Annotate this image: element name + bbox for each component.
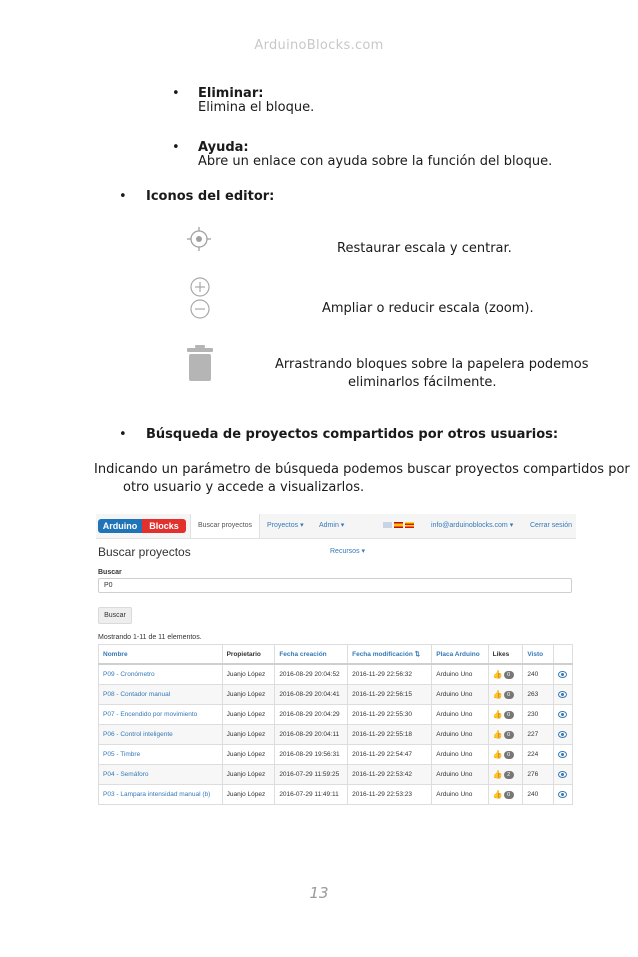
bullet: • bbox=[119, 427, 127, 442]
created-cell: 2016-08-29 20:04:29 bbox=[275, 705, 348, 725]
thumbs-up-icon[interactable]: 👍 bbox=[492, 769, 503, 779]
view-cell[interactable] bbox=[554, 725, 573, 745]
nav-logout[interactable]: Cerrar sesión bbox=[530, 522, 573, 529]
table-row bbox=[99, 765, 573, 785]
board-cell: Arduino Uno bbox=[432, 765, 488, 785]
nav-proyectos[interactable]: Proyectos ▾ bbox=[267, 522, 304, 529]
nav-buscar-proyectos[interactable]: Buscar proyectos bbox=[190, 514, 260, 538]
results-summary: Mostrando 1-11 de 11 elementos. bbox=[98, 634, 202, 641]
likes-cell bbox=[488, 725, 523, 745]
editor-icons-title: Iconos del editor: bbox=[146, 189, 275, 204]
search-input[interactable]: P0 bbox=[98, 578, 572, 593]
modified-cell: 2016-11-29 22:55:18 bbox=[348, 725, 432, 745]
navbar bbox=[96, 514, 576, 539]
project-name-link[interactable]: P05 - Timbre bbox=[99, 745, 223, 765]
board-cell: Arduino Uno bbox=[432, 705, 488, 725]
project-name-link[interactable]: P07 - Encendido por movimiento bbox=[99, 705, 223, 725]
modified-cell: 2016-11-29 22:56:15 bbox=[348, 685, 432, 705]
search-para-line1: Indicando un parámetro de búsqueda podemos buscar proyectos compartidos por bbox=[94, 462, 630, 477]
item-desc-ayuda: Abre un enlace con ayuda sobre la función del bloque. bbox=[198, 154, 553, 169]
col-nombre[interactable]: Nombre bbox=[99, 645, 223, 665]
views-cell: 263 bbox=[523, 685, 554, 705]
created-cell: 2016-08-29 20:04:52 bbox=[275, 664, 348, 685]
col-likes: Likes bbox=[488, 645, 523, 665]
search-para-line2: otro usuario y accede a visualizarlos. bbox=[123, 480, 365, 495]
view-cell[interactable] bbox=[554, 785, 573, 805]
eye-icon[interactable] bbox=[558, 731, 567, 738]
board-cell: Arduino Uno bbox=[432, 745, 488, 765]
created-cell: 2016-08-29 19:56:31 bbox=[275, 745, 348, 765]
eye-icon[interactable] bbox=[558, 771, 567, 778]
board-cell: Arduino Uno bbox=[432, 725, 488, 745]
views-cell: 240 bbox=[523, 664, 554, 685]
owner-cell: Juanjo López bbox=[222, 705, 275, 725]
thumbs-up-icon[interactable]: 👍 bbox=[492, 729, 503, 739]
col-placa[interactable]: Placa Arduino bbox=[432, 645, 488, 665]
search-section-title: Búsqueda de proyectos compartidos por otros usuarios: bbox=[146, 427, 559, 442]
table-row bbox=[99, 664, 573, 685]
views-cell: 227 bbox=[523, 725, 554, 745]
table-row bbox=[99, 745, 573, 765]
view-cell[interactable] bbox=[554, 685, 573, 705]
trash-desc-line2: eliminarlos fácilmente. bbox=[348, 375, 497, 390]
modified-cell: 2016-11-29 22:53:23 bbox=[348, 785, 432, 805]
eye-icon[interactable] bbox=[558, 711, 567, 718]
view-cell[interactable] bbox=[554, 765, 573, 785]
created-cell: 2016-08-29 20:04:11 bbox=[275, 725, 348, 745]
likes-cell bbox=[488, 785, 523, 805]
likes-cell bbox=[488, 685, 523, 705]
col-fecha-modificacion[interactable]: Fecha modificación ⇅ bbox=[348, 645, 432, 665]
eye-icon[interactable] bbox=[558, 671, 567, 678]
arduinoblocks-logo: Arduino Blocks bbox=[98, 519, 186, 533]
table-row bbox=[99, 725, 573, 745]
nav-admin[interactable]: Admin ▾ bbox=[319, 522, 345, 529]
flag-ca-icon[interactable] bbox=[405, 522, 414, 528]
center-target-icon bbox=[186, 226, 212, 252]
thumbs-up-icon[interactable]: 👍 bbox=[492, 709, 503, 719]
likes-badge: 0 bbox=[504, 671, 514, 679]
nav-user-email[interactable]: info@arduinoblocks.com ▾ bbox=[431, 522, 514, 529]
likes-cell bbox=[488, 705, 523, 725]
trash-desc-line1: Arrastrando bloques sobre la papelera podemos bbox=[275, 357, 589, 372]
created-cell: 2016-08-29 20:04:41 bbox=[275, 685, 348, 705]
page-number: 13 bbox=[309, 884, 329, 902]
likes-badge: 0 bbox=[504, 691, 514, 699]
col-visto[interactable]: Visto bbox=[523, 645, 554, 665]
modified-cell: 2016-11-29 22:54:47 bbox=[348, 745, 432, 765]
col-propietario: Propietario bbox=[222, 645, 275, 665]
zoom-desc: Ampliar o reducir escala (zoom). bbox=[322, 301, 534, 316]
likes-badge: 2 bbox=[504, 771, 514, 779]
views-cell: 224 bbox=[523, 745, 554, 765]
likes-cell bbox=[488, 664, 523, 685]
search-label: Buscar bbox=[98, 569, 122, 576]
flag-en-icon[interactable] bbox=[383, 522, 392, 528]
views-cell: 230 bbox=[523, 705, 554, 725]
table-row bbox=[99, 705, 573, 725]
owner-cell: Juanjo López bbox=[222, 664, 275, 685]
search-screenshot bbox=[96, 514, 576, 804]
bullet: • bbox=[172, 140, 180, 155]
view-cell[interactable] bbox=[554, 664, 573, 685]
table-row bbox=[99, 685, 573, 705]
owner-cell: Juanjo López bbox=[222, 725, 275, 745]
owner-cell: Juanjo López bbox=[222, 685, 275, 705]
thumbs-up-icon[interactable]: 👍 bbox=[492, 749, 503, 759]
view-cell[interactable] bbox=[554, 705, 573, 725]
likes-cell bbox=[488, 765, 523, 785]
views-cell: 276 bbox=[523, 765, 554, 785]
modified-cell: 2016-11-29 22:55:30 bbox=[348, 705, 432, 725]
likes-cell bbox=[488, 745, 523, 765]
col-fecha-creacion[interactable]: Fecha creación bbox=[275, 645, 348, 665]
board-cell: Arduino Uno bbox=[432, 785, 488, 805]
item-desc-eliminar: Elimina el bloque. bbox=[198, 100, 315, 115]
thumbs-up-icon[interactable]: 👍 bbox=[492, 669, 503, 679]
created-cell: 2016-07-29 11:49:11 bbox=[275, 785, 348, 805]
item-title-eliminar: Eliminar: bbox=[198, 86, 264, 101]
view-cell[interactable] bbox=[554, 745, 573, 765]
project-name-link[interactable]: P08 - Contador manual bbox=[99, 685, 223, 705]
eye-icon[interactable] bbox=[558, 751, 567, 758]
recursos-menu[interactable]: Recursos ▾ bbox=[330, 548, 366, 555]
col-actions bbox=[554, 645, 573, 665]
thumbs-up-icon[interactable]: 👍 bbox=[492, 689, 503, 699]
board-cell: Arduino Uno bbox=[432, 664, 488, 685]
modified-cell: 2016-11-29 22:56:32 bbox=[348, 664, 432, 685]
thumbs-up-icon[interactable]: 👍 bbox=[492, 789, 503, 799]
bullet: • bbox=[119, 189, 127, 204]
table-row bbox=[99, 785, 573, 805]
project-name-link[interactable]: P09 - Cronómetro bbox=[99, 664, 223, 685]
project-name-link[interactable]: P04 - Semáforo bbox=[99, 765, 223, 785]
flag-es-icon[interactable] bbox=[394, 522, 403, 528]
bullet: • bbox=[172, 86, 180, 101]
eye-icon[interactable] bbox=[558, 691, 567, 698]
board-cell: Arduino Uno bbox=[432, 685, 488, 705]
search-button[interactable]: Buscar bbox=[98, 607, 132, 624]
owner-cell: Juanjo López bbox=[222, 785, 275, 805]
likes-badge: 0 bbox=[504, 711, 514, 719]
zoom-out-icon bbox=[189, 298, 211, 320]
likes-badge: 0 bbox=[504, 791, 514, 799]
likes-badge: 0 bbox=[504, 731, 514, 739]
projects-table bbox=[98, 644, 573, 805]
project-name-link[interactable]: P06 - Control inteligente bbox=[99, 725, 223, 745]
views-cell: 240 bbox=[523, 785, 554, 805]
owner-cell: Juanjo López bbox=[222, 745, 275, 765]
zoom-in-icon bbox=[189, 276, 211, 298]
eye-icon[interactable] bbox=[558, 791, 567, 798]
project-name-link[interactable]: P03 - Lampara intensidad manual (b) bbox=[99, 785, 223, 805]
trash-icon bbox=[186, 344, 214, 382]
owner-cell: Juanjo López bbox=[222, 765, 275, 785]
created-cell: 2016-07-29 11:59:25 bbox=[275, 765, 348, 785]
center-desc: Restaurar escala y centrar. bbox=[337, 241, 512, 256]
likes-badge: 0 bbox=[504, 751, 514, 759]
item-title-ayuda: Ayuda: bbox=[198, 140, 249, 155]
modified-cell: 2016-11-29 22:53:42 bbox=[348, 765, 432, 785]
site-header: ArduinoBlocks.com bbox=[254, 38, 384, 53]
page-title: Buscar proyectos bbox=[98, 545, 191, 559]
